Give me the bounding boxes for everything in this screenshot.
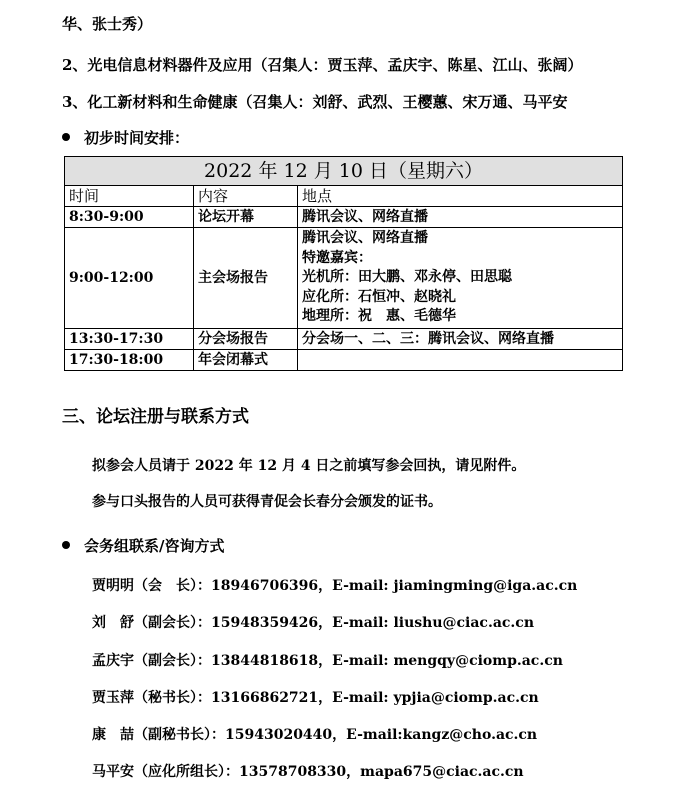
intro-item-3: 3、化工新材料和生命健康（召集人：刘舒、武烈、王樱蕙、宋万通、马平安 <box>62 93 568 111</box>
contact-item: 康 喆（副秘书长）：15943020440，E-mail:kangz@cho.ac.cn <box>92 727 538 743</box>
contacts-label-line <box>62 536 224 556</box>
row-place <box>298 349 623 370</box>
contact-item: 贾明明（会 长）：18946706396，E-mail: jiamingming@iga.ac.cn <box>92 578 578 594</box>
contact-item: 孟庆宇（副会长）：13844818618，E-mail: mengqy@ciomp.ac.cn <box>92 653 563 669</box>
header-content: 内容 <box>194 186 298 207</box>
row-time: 9:00-12:00 <box>65 228 194 329</box>
row-time: 8:30-9:00 <box>65 207 194 228</box>
contact-item: 马平安（应化所组长）：13578708330，mapa675@ciac.ac.cn <box>92 764 524 780</box>
place-line: 应化所：石恒冲、赵晓礼 <box>302 288 456 305</box>
row-content: 论坛开幕 <box>194 207 298 228</box>
place-line: 地理所：祝 惠、毛德华 <box>302 308 456 324</box>
schedule-date: 2022 年 12 月 10 日（星期六） <box>65 157 623 186</box>
registration-heading: 三、论坛注册与联系方式 <box>62 407 249 427</box>
schedule-label: 初步时间安排： <box>84 129 190 147</box>
table-header-row <box>65 186 623 207</box>
table-row <box>65 349 623 370</box>
registration-para-2: 参与口头报告的人员可获得青促会长春分会颁发的证书。 <box>92 494 442 510</box>
row-content: 年会闭幕式 <box>194 349 298 370</box>
place-line: 腾讯会议、网络直播 <box>302 230 428 246</box>
row-time: 13:30-17:30 <box>65 328 194 349</box>
schedule-table <box>64 156 623 371</box>
row-place <box>298 228 623 329</box>
table-row <box>65 207 623 228</box>
registration-para-1: 拟参会人员请于 2022 年 12 月 4 日之前填写参会回执，请见附件。 <box>92 458 526 474</box>
row-place: 腾讯会议、网络直播 <box>298 207 623 228</box>
row-time: 17:30-18:00 <box>65 349 194 370</box>
table-row <box>65 228 623 329</box>
bullet-icon <box>62 133 70 141</box>
bullet-icon <box>62 541 70 549</box>
intro-line-top: 华、张士秀） <box>62 15 153 33</box>
row-content: 分会场报告 <box>194 328 298 349</box>
header-place: 地点 <box>298 186 623 207</box>
place-line: 特邀嘉宾： <box>302 249 372 266</box>
contact-item: 贾玉萍（秘书长）：13166862721，E-mail: ypjia@ciomp.ac.cn <box>92 690 539 706</box>
row-content: 主会场报告 <box>194 228 298 329</box>
contact-item: 刘 舒（副会长）：15948359426，E-mail: liushu@ciac.ac.cn <box>92 615 534 631</box>
schedule-label-line <box>62 128 189 148</box>
table-row <box>65 157 623 186</box>
table-row <box>65 328 623 349</box>
header-time: 时间 <box>65 186 194 207</box>
contacts-label: 会务组联系/咨询方式 <box>84 537 225 555</box>
row-place: 分会场一、二、三：腾讯会议、网络直播 <box>298 328 623 349</box>
intro-item-2: 2、光电信息材料器件及应用（召集人：贾玉萍、孟庆宇、陈星、江山、张阔） <box>62 56 583 74</box>
place-line: 光机所：田大鹏、邓永停、田思聪 <box>302 269 512 285</box>
